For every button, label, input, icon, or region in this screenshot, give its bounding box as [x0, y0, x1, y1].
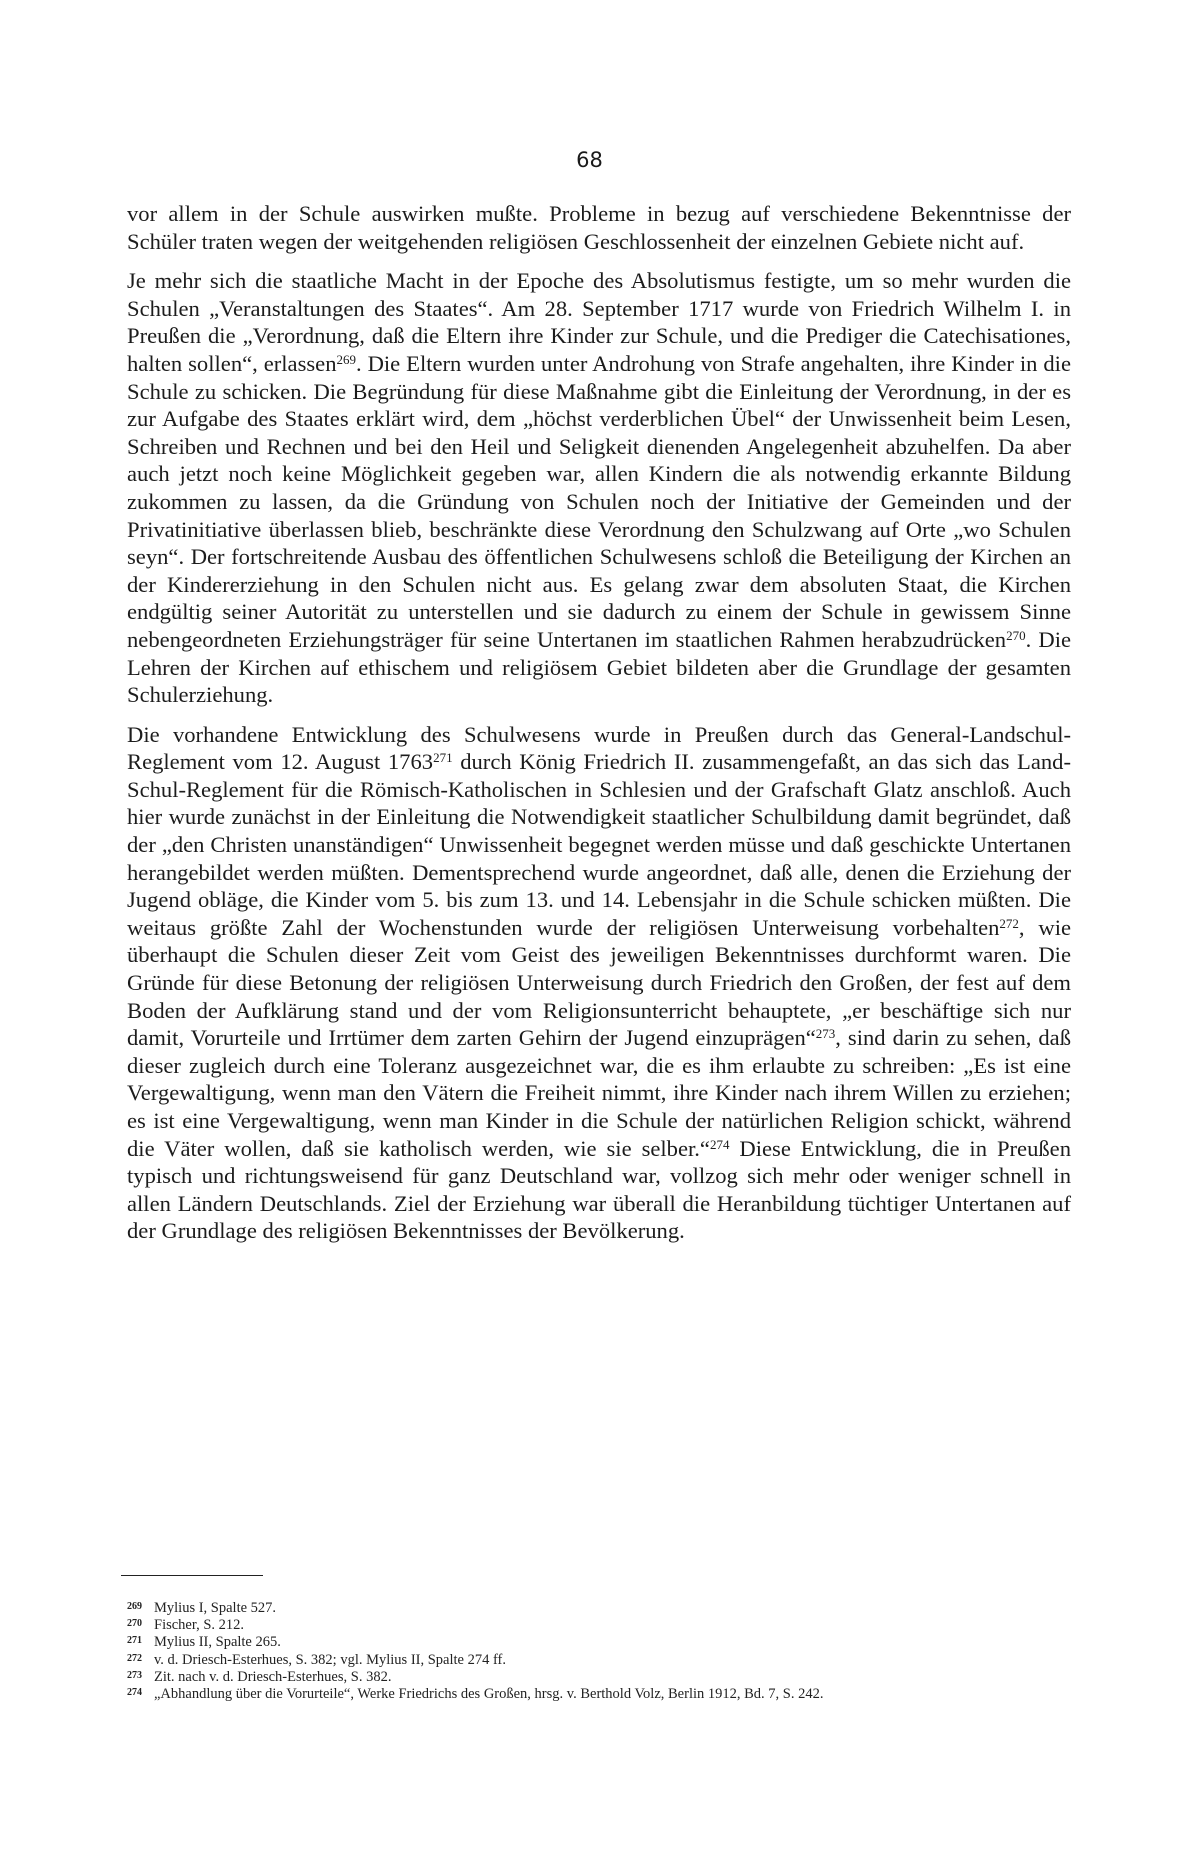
footnote-reference: 273: [815, 1026, 836, 1042]
paragraph-text: . Die Eltern wurden unter Androhung von Strafe angehalten, ihre Kinder in die Schule zu schicken. Die Begründung für diese Maßnahme gibt die Einleitung der Verordnung, in der es zur Aufgabe des Staates erklärt wird, dem „höchst verderblichen Übel“ der Unwissenheit beim Lesen, Schreiben und Rechnen und bei den Heil und Seligkeit dienenden Angelegenheit abzuhelfen. Da aber auch jetzt noch keine Möglichkeit gegeben war, allen Kindern die als notwendig erkannte Bildung zukommen zu lassen, da die Gründung von Schulen noch der Initiative der Gemeinden und der Privatinitiative überlassen blieb, beschränkte diese Verordnung den Schulzwang auf Orte „wo Schulen seyn“. Der fortschreitende Ausbau des öffentlichen Schulwesens schloß die Beteiligung der Kirchen an der Kindererziehung in den Schulen nicht aus. Es gelang zwar dem absoluten Staat, die Kirchen endgültig seiner Autorität zu unterstellen und sie dadurch zu einem der Schule in gewissem Sinne nebengeordneten Erziehungsträger für seine Untertanen im staatlichen Rahmen herabzudrücken: [127, 350, 1071, 652]
footnote-number: 269: [127, 1601, 142, 1612]
footnote-number: 270: [127, 1618, 142, 1630]
footnote-reference: 270: [1006, 627, 1026, 643]
footnote-reference: 269: [336, 351, 356, 367]
footnote-text: Zit. nach v. d. Driesch-Esterhues, S. 382.: [154, 1668, 392, 1685]
footnote: [127, 1669, 1067, 1686]
footnote: [127, 1600, 1067, 1617]
body-text: [127, 200, 1071, 1257]
paragraph-text: , wie überhaupt die Schulen dieser Zeit vom Geist des jeweiligen Bekenntnisses durchformt waren. Die Gründe für diese Betonung der religiösen Unterweisung durch Friedrich den Großen, der fest auf dem Boden der Aufklärung stand und der vom Religionsunterricht behauptete, „er beschäftige sich nur damit, Vorurteile und Irrtümer dem zarten Gehirn der Jugend einzuprägen“: [127, 914, 1072, 1051]
footnote-number: 271: [127, 1635, 142, 1647]
footnote: [127, 1617, 1067, 1634]
footnote: [127, 1686, 1067, 1703]
paragraph-text: vor allem in der Schule auswirken mußte. Probleme in bezug auf verschiedene Bekenntnisse der Schüler traten wegen der weitgehenden religiösen Geschlossenheit der einzelnen Gebiete nicht auf.: [127, 201, 1071, 254]
footnote-number: 272: [127, 1652, 142, 1664]
footnote-text: Mylius I, Spalte 527.: [154, 1600, 277, 1616]
paragraph: [127, 267, 1071, 709]
footnote: [127, 1634, 1067, 1651]
paragraph-text: Je mehr sich die staatliche Macht in der Epoche des Absolutismus festigte, um so mehr wurden die Schulen „Veranstaltungen des Staates“. Am 28. September 1717 wurde von Friedrich Wilhelm I. in Preußen die „Verordnung, daß die Eltern ihre Kinder zur Schule, und die Prediger die Catechisationes, halten sollen“, erlassen: [127, 268, 1071, 376]
paragraph: [127, 200, 1071, 255]
page-number: 68: [576, 148, 603, 172]
footnotes: [127, 1600, 1067, 1703]
paragraph: [127, 721, 1071, 1245]
footnote-reference: 272: [999, 915, 1019, 931]
footnote-text: Fischer, S. 212.: [154, 1617, 245, 1634]
paragraph-text: . Die Lehren der Kirchen auf ethischem und religiösem Gebiet bildeten aber die Grundlage der gesamten Schulerziehung.: [127, 626, 1072, 708]
paragraph-text: Die vorhandene Entwicklung des Schulwesens wurde in Preußen durch das General-Landschul-Reglement vom 12. August 1763: [127, 721, 1071, 775]
footnote-number: 273: [127, 1669, 142, 1681]
footnote: [127, 1652, 1067, 1669]
footnote-reference: 271: [433, 750, 453, 766]
paragraph-text: durch König Friedrich II. zusammengefaßt, an das sich das Land-Schul-Reglement für die Römisch-Katholischen in Schlesien und der Grafschaft Glatz anschloß. Auch hier wurde zunächst in der Einleitung die Notwendigkeit staatlicher Schulbildung damit begründet, daß der „den Christen unanständigen“ Unwissenheit begegnet werden müsse und daß geschickte Untertanen herangebildet werden müßten. Dementsprechend wurde angeordnet, daß alle, denen die Erziehung der Jugend obläge, die Kinder vom 5. bis zum 13. und 14. Lebensjahr in die Schule schicken müßten. Die weitaus größte Zahl der Wochenstunden wurde der religiösen Unterweisung vorbehalten: [127, 749, 1071, 940]
footnote-text: Mylius II, Spalte 265.: [154, 1634, 281, 1651]
footnote-separator: [121, 1575, 263, 1576]
footnote-number: 274: [127, 1687, 142, 1699]
footnote-text: „Abhandlung über die Vorurteile“, Werke Friedrichs des Großen, hrsg. v. Berthold Volz, Berlin 1912, Bd. 7, S. 242.: [154, 1686, 824, 1703]
footnote-text: v. d. Driesch-Esterhues, S. 382; vgl. Mylius II, Spalte 274 ff.: [154, 1651, 506, 1668]
paragraph-text: Diese Entwicklung, die in Preußen typisch und richtungsweisend für ganz Deutschland war, vollzog sich mehr oder weniger schnell in allen Ländern Deutschlands. Ziel der Erziehung war überall die Heranbildung tüchtiger Untertanen auf der Grundlage des religiösen Bekenntnisses der Bevölkerung.: [127, 1135, 1072, 1244]
footnote-reference: 274: [709, 1136, 730, 1152]
paragraph-text: , sind darin zu sehen, daß dieser zugleich durch eine Toleranz ausgezeichnet war, die es ihm erlaubte zu schreiben: „Es ist eine Vergewaltigung, wenn man den Vätern die Freiheit nimmt, ihre Kinder nach ihrem Willen zu erziehen; es ist eine Vergewaltigung, wenn man Kinder in die Schule der natürlichen Religion schickt, während die Väter wollen, daß sie katholisch werden, wie sie selber.“: [127, 1025, 1072, 1161]
